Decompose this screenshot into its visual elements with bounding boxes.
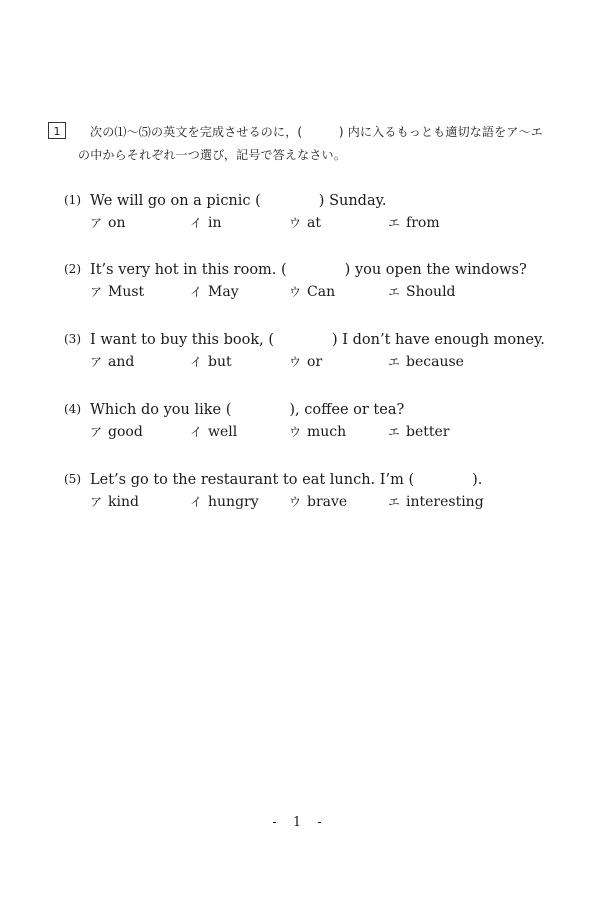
question-1 xyxy=(64,189,564,237)
question-5 xyxy=(64,468,564,516)
question-4 xyxy=(64,398,564,446)
option-a xyxy=(90,353,134,370)
question-text: Let’s go to the restaurant to eat lunch. I’m ( ). xyxy=(90,472,483,488)
option-a xyxy=(90,423,143,440)
question-number: (2) xyxy=(64,262,81,276)
instruction-line-1: 次の⑴〜⑸の英文を完成させるのに，( ) 内に入るもっとも適切な語をア〜エ xyxy=(90,125,543,139)
option-label: ウ xyxy=(289,216,302,230)
option-label: イ xyxy=(190,216,203,230)
question-3 xyxy=(64,328,564,376)
option-word: Can xyxy=(307,284,336,300)
option-word: well xyxy=(208,424,238,440)
option-c xyxy=(289,214,321,231)
option-d xyxy=(388,283,456,300)
option-a xyxy=(90,214,125,231)
question-number: (3) xyxy=(64,332,81,346)
question-number: (1) xyxy=(64,193,81,207)
question-text: It’s very hot in this room. ( ) you open the windows? xyxy=(90,262,527,278)
option-b xyxy=(190,214,222,231)
option-b xyxy=(190,353,232,370)
option-label: エ xyxy=(388,495,401,509)
option-word: much xyxy=(307,424,347,440)
option-label: ア xyxy=(90,425,103,439)
option-word: interesting xyxy=(406,494,484,510)
option-c xyxy=(289,283,335,300)
option-label: ア xyxy=(90,216,103,230)
option-d xyxy=(388,423,450,440)
page-number: - 1 - xyxy=(272,815,328,830)
option-word: from xyxy=(406,215,440,231)
question-number: (4) xyxy=(64,402,81,416)
question-text: Which do you like ( ), coffee or tea? xyxy=(90,402,405,418)
option-label: ア xyxy=(90,355,103,369)
option-label: ウ xyxy=(289,495,302,509)
option-label: ウ xyxy=(289,425,302,439)
option-b xyxy=(190,283,239,300)
option-label: イ xyxy=(190,355,203,369)
question-2 xyxy=(64,258,564,306)
option-label: ア xyxy=(90,285,103,299)
option-label: ウ xyxy=(289,355,302,369)
option-label: ア xyxy=(90,495,103,509)
option-word: but xyxy=(208,354,232,370)
option-word: kind xyxy=(108,494,139,510)
option-label: ウ xyxy=(289,285,302,299)
option-label: イ xyxy=(190,425,203,439)
option-b xyxy=(190,493,259,510)
option-label: エ xyxy=(388,216,401,230)
option-c xyxy=(289,353,322,370)
option-word: and xyxy=(108,354,135,370)
option-word: better xyxy=(406,424,450,440)
option-label: イ xyxy=(190,495,203,509)
option-label: エ xyxy=(388,425,401,439)
option-d xyxy=(388,493,484,510)
question-number: (5) xyxy=(64,472,81,486)
option-word: because xyxy=(406,354,464,370)
option-a xyxy=(90,493,139,510)
option-d xyxy=(388,353,464,370)
option-word: or xyxy=(307,354,323,370)
question-text: We will go on a picnic ( ) Sunday. xyxy=(90,193,387,209)
option-c xyxy=(289,493,347,510)
option-word: on xyxy=(108,215,126,231)
option-word: Must xyxy=(108,284,145,300)
option-word: good xyxy=(108,424,143,440)
option-word: brave xyxy=(307,494,348,510)
question-text: I want to buy this book, ( ) I don’t have enough money. xyxy=(90,332,545,348)
option-b xyxy=(190,423,237,440)
option-label: エ xyxy=(388,355,401,369)
option-d xyxy=(388,214,440,231)
section-number-box: 1 xyxy=(48,122,66,139)
option-word: at xyxy=(307,215,321,231)
option-word: Should xyxy=(406,284,456,300)
option-word: in xyxy=(208,215,222,231)
instruction-line-2: の中からそれぞれ一つ選び，記号で答えなさい。 xyxy=(78,148,346,162)
option-label: イ xyxy=(190,285,203,299)
option-word: May xyxy=(208,284,239,300)
option-label: エ xyxy=(388,285,401,299)
option-a xyxy=(90,283,144,300)
option-word: hungry xyxy=(208,494,259,510)
option-c xyxy=(289,423,346,440)
